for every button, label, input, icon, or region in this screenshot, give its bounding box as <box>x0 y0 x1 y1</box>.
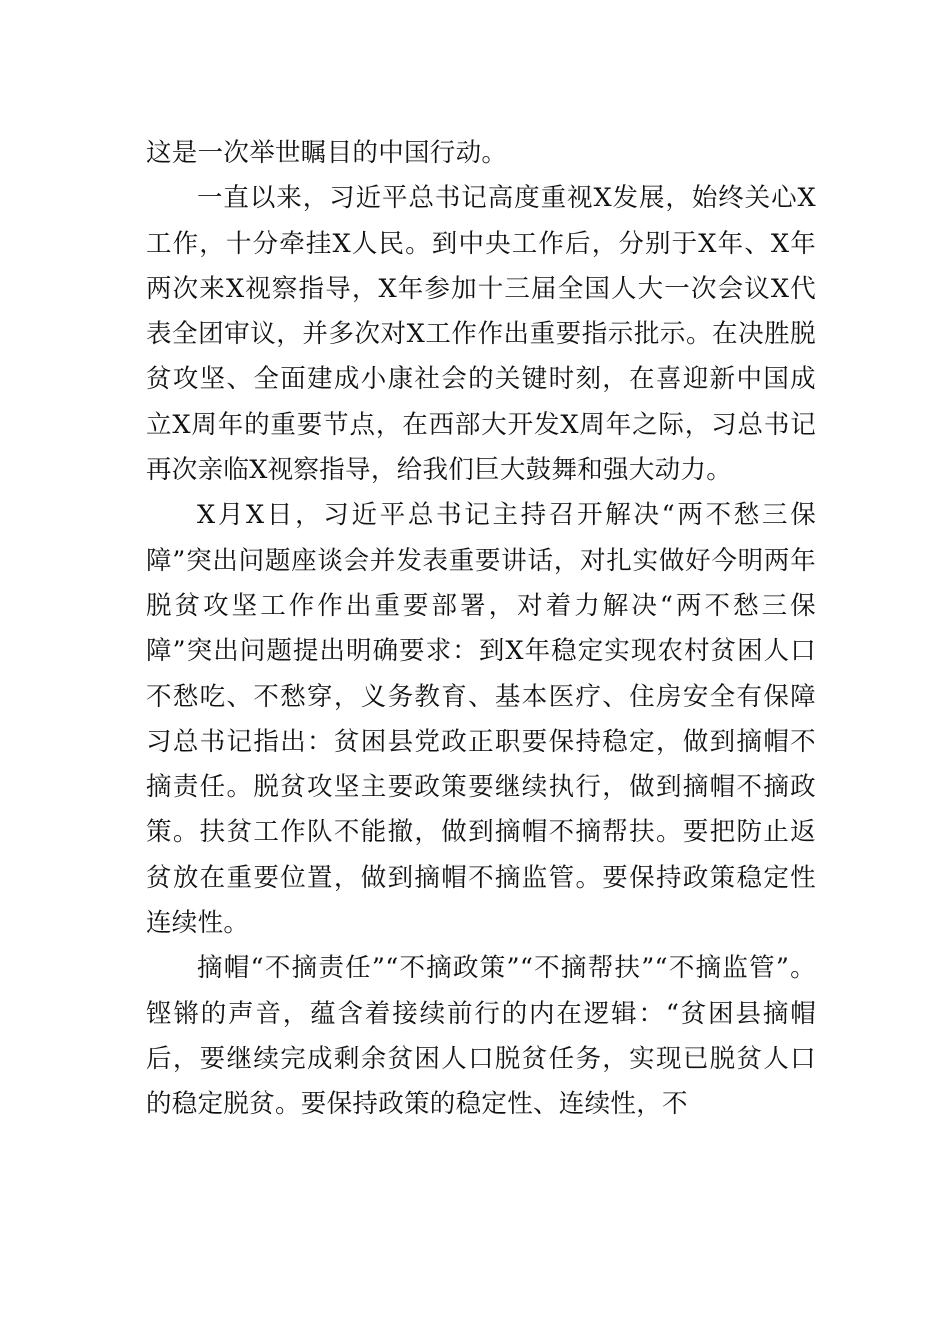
paragraph: 摘帽“不摘责任”“不摘政策”“不摘帮扶”“不摘监管”。铿锵的声音，蕴含着接续前行的内在逻辑：“贫困县摘帽后，要继续完成剩余贫困人口脱贫任务，实现已脱贫人口的稳定脱贫。要保持政策的稳定性、连续性，不 <box>146 953 816 1120</box>
paragraph: X月X日，习近平总书记主持召开解决“两不愁三保障”突出问题座谈会并发表重要讲话，对扎实做好今明两年脱贫攻坚工作作出重要部署，对着力解决“两不愁三保障”突出问题提出明确要求：到X年稳定实现农村贫困人口不愁吃、不愁穿，义务教育、基本医疗、住房安全有保障习总书记指出：贫困县党政正职要保持稳定，做到摘帽不摘责任。脱贫攻坚主要政策要继续执行，做到摘帽不摘政策。扶贫工作队不能撤，做到摘帽不摘帮扶。要把防止返贫放在重要位置，做到摘帽不摘监管。要保持政策稳定性连续性。 <box>146 500 816 939</box>
paragraph: 一直以来，习近平总书记高度重视X发展，始终关心X工作，十分牵挂X人民。到中央工作后，分别于X年、X年两次来X视察指导，X年参加十三届全国人大一次会议X代表全团审议，并多次对X工作作出重要指示批示。在决胜脱贫攻坚、全面建成小康社会的关键时刻，在喜迎新中国成立X周年的重要节点，在西部大开发X周年之际，习总书记再次亲临X视察指导，给我们巨大鼓舞和强大动力。 <box>146 183 816 486</box>
document-body <box>146 131 816 1128</box>
paragraph-continuation: 这是一次举世瞩目的中国行动。 <box>146 138 508 168</box>
